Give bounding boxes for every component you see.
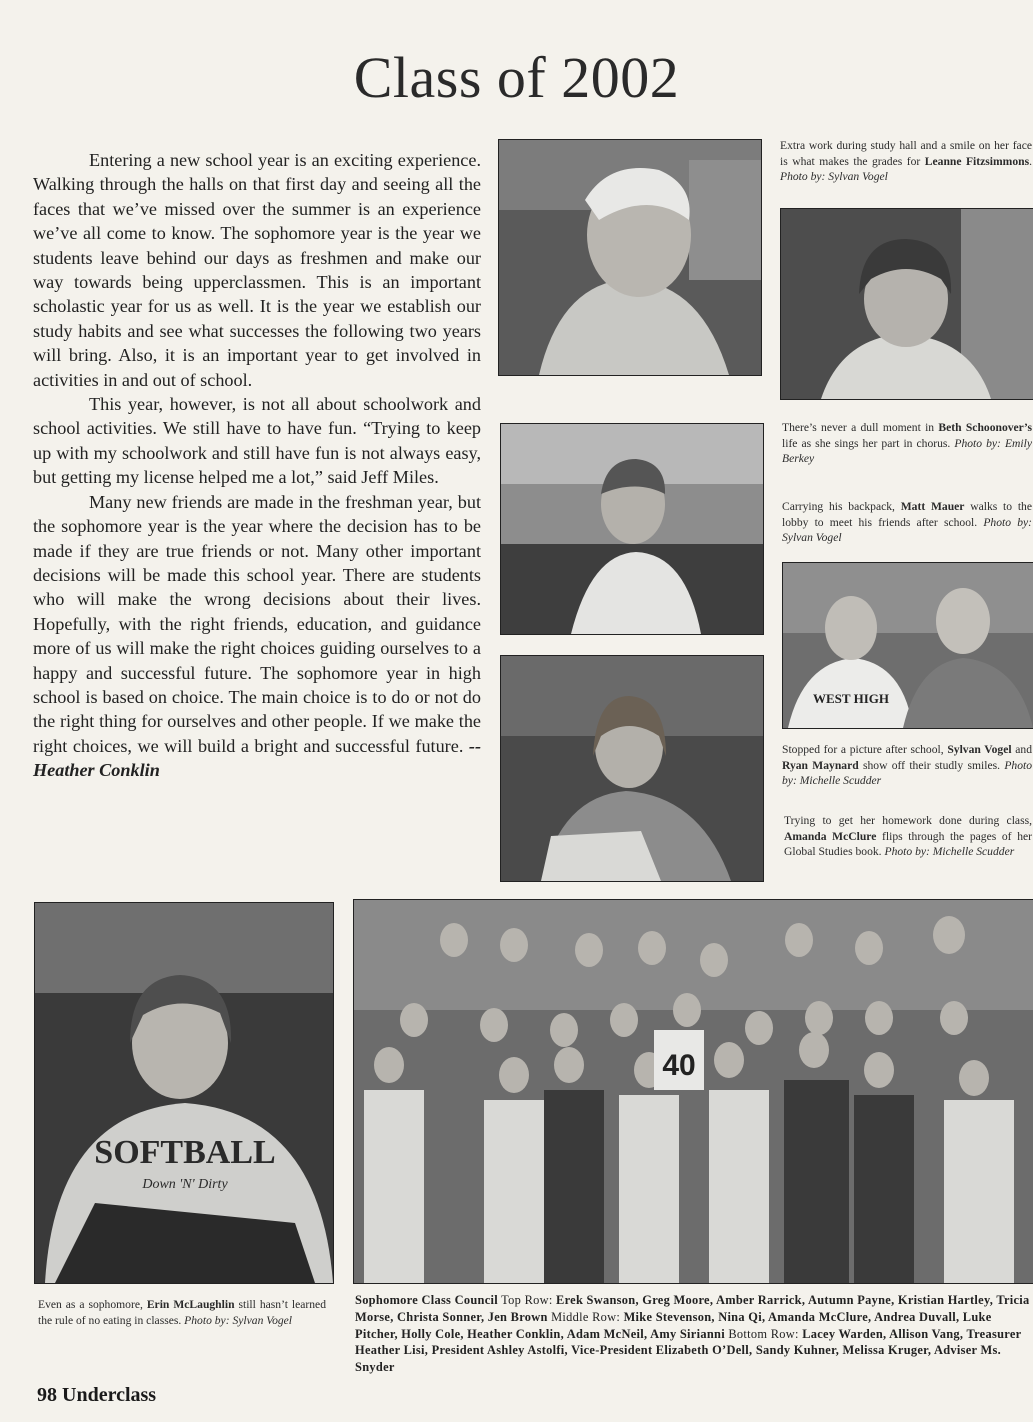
sweatshirt-text: SOFTBALL — [94, 1134, 276, 1171]
photo-after-school — [782, 562, 1033, 729]
caption-text: Even as a sophomore, — [38, 1298, 147, 1311]
top-row-label: Top Row: — [498, 1293, 557, 1307]
caption-leanne — [780, 138, 1032, 185]
middle-row-names: Mike Stevenson, Nina Qi, Amanda McClure, Andrea Duvall, Luke Pitcher, Holly Cole, Heather Conklin, Adam McNeil, Amy Sirianni — [355, 1309, 992, 1341]
caption-erin — [38, 1297, 326, 1328]
article-paragraph-2: This year, however, is not all about schoolwork and school activities. We still have to have fun. “Trying to keep up with my schoolwork and still have fun is not always easy, but getting my license helped me a lot,” said Jeff Miles. — [33, 394, 481, 488]
photo-credit: Photo by: Michelle Scudder — [782, 758, 1033, 787]
caption-text: Extra work during study hall and a smile on her face is what makes the grades for — [780, 139, 1032, 168]
article-signature: -- Heather Conklin — [33, 735, 482, 781]
photo-chorus — [780, 208, 1033, 400]
caption-name: Ryan Maynard — [782, 758, 859, 772]
photo-study-hall — [498, 139, 762, 376]
photo-lobby — [500, 423, 764, 635]
article-paragraph-1: Entering a new school year is an exciting experience. Walking through the halls on that first day and seeing all the faces that we’ve missed over the summer is an experience we’ve all come to know. The sophomore year is the year we students leave behind our days as freshmen and make our way towards being upperclassmen. This is an important scholastic year for us as well. It is the year we establish our study habits and see what successes the following two years will bring. Also, it is an important year to get involved in activities in and out of school. — [33, 150, 481, 390]
photo-credit: Photo by: Sylvan Vogel — [184, 1313, 293, 1327]
caption-text: flips through the pages of her Global Studies book. — [784, 829, 1032, 858]
bottom-row-label: Bottom Row: — [724, 1326, 803, 1341]
caption-text: Carrying his backpack, — [782, 500, 901, 513]
caption-text: . — [1029, 154, 1032, 168]
photo-credit: Photo by: Sylvan Vogel — [782, 515, 1033, 544]
caption-sylvan-ryan — [782, 742, 1032, 789]
article-paragraph-3-text: Many new friends are made in the freshman year, but the sophomore year is the year where the decision has to be made if they are true friends or not. Many other important decisions will be made this school year. There are students who will make the wrong decisions about their lives. Hopefully, with the right friends, education, and guidance more of us will make the right choices guiding ourselves to a happy and successful future. The sophomore year in high school is based on choice. The main choice is to do or not do the right thing for ourselves and other people. If we make the right choices, we will build a bright and successful future. — [33, 491, 481, 756]
caption-name: Beth Schoonover’s — [938, 421, 1032, 434]
photo-credit: Photo by: Michelle Scudder — [884, 845, 1015, 858]
caption-name: Leanne Fitzsimmons — [924, 154, 1030, 168]
caption-name: Matt Mauer — [900, 500, 965, 513]
photo-homework — [500, 655, 764, 882]
top-row-names: Erek Swanson, Greg Moore, Amber Rarrick, Autumn Payne, Kristian Hartley, Tricia Morse, Christa Sonner, Jen Brown — [355, 1293, 1030, 1324]
page-title: Class of 2002 — [353, 45, 680, 110]
caption-name: Sylvan Vogel — [947, 743, 1012, 756]
caption-beth — [782, 420, 1032, 467]
photo-erin-eating — [34, 902, 334, 1284]
caption-text: Stopped for a picture after school, — [782, 743, 948, 756]
caption-name: Amanda McClure — [784, 829, 877, 843]
article-body — [33, 148, 481, 783]
caption-matt — [782, 499, 1032, 546]
bottom-row-names: Lacey Warden, Allison Vang, Treasurer Heather Lisi, President Ashley Astolfi, Vice-President Elizabeth O’Dell, Sandy Kuhner, Melissa Kruger, Adviser Ms. Snyder — [355, 1326, 1022, 1375]
photo-class-council — [353, 899, 1033, 1284]
photo-credit: Photo by: Sylvan Vogel — [780, 170, 888, 183]
jersey-number: 40 — [662, 1049, 696, 1082]
class-council-caption — [355, 1292, 1033, 1376]
caption-name: Erin McLaughlin — [146, 1298, 235, 1311]
caption-text: Trying to get her homework done during class, — [784, 814, 1032, 827]
caption-text: and — [1011, 743, 1032, 756]
caption-amanda — [784, 813, 1032, 860]
article-paragraph-3 — [33, 490, 481, 783]
sweatshirt-subtext: Down 'N' Dirty — [142, 1177, 228, 1192]
caption-text: There’s never a dull moment in — [782, 421, 939, 434]
caption-text: still hasn’t learned the rule of no eating in classes. — [38, 1298, 326, 1327]
caption-text: life as she sings her part in chorus. — [782, 436, 955, 450]
middle-row-label: Middle Row: — [547, 1309, 624, 1324]
page-footer: 98 Underclass — [37, 1384, 157, 1406]
caption-text: show off their studly smiles. — [858, 758, 1005, 772]
council-heading: Sophomore Class Council — [355, 1293, 498, 1307]
caption-text: walks to the lobby to meet his friends after school. — [782, 500, 1032, 529]
shirt-text: WEST HIGH — [813, 691, 889, 706]
photo-credit: Photo by: Emily Berkey — [782, 436, 1032, 465]
